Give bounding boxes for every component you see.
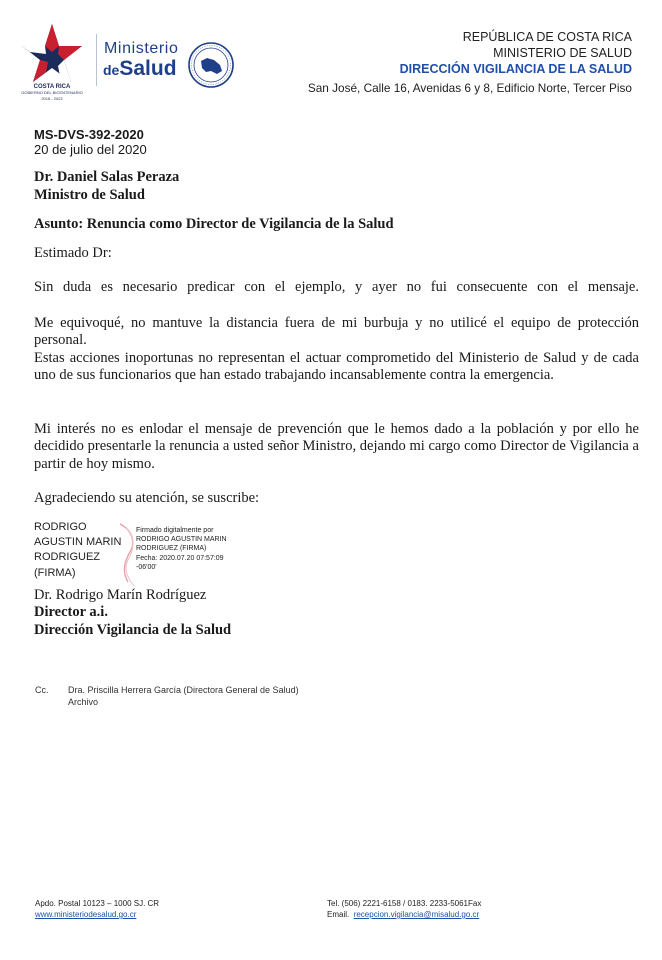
digital-signature-details <box>136 526 266 572</box>
signature-name-line: (FIRMA) <box>34 566 76 579</box>
logo-divider <box>96 34 97 86</box>
header-address: San José, Calle 16, Avenidas 6 y 8, Edificio Norte, Tercer Piso <box>307 81 632 95</box>
ministry-logo-line1: Ministerio <box>104 40 179 57</box>
header-ministry: MINISTERIO DE SALUD <box>493 46 632 60</box>
paragraph-3: Estas acciones inoportunas no representan el actuar comprometido del Ministerio de Salud y de cada uno de sus funcionarios que han estado trabajando incansablemente contra la emergencia. <box>34 350 639 384</box>
logo-caption-government: GOBIERNO DEL BICENTENARIO <box>21 90 83 95</box>
logo-caption-country: COSTA RICA <box>33 84 71 90</box>
footer-email-label: Email. <box>327 910 350 919</box>
signer-title: Director a.i. <box>34 604 108 620</box>
paragraph-1: Sin duda es necesario predicar con el ejemplo, y ayer no fui consecuente con el mensaje. <box>34 279 639 295</box>
signature-detail-line: RODRIGUEZ (FIRMA) <box>136 545 207 553</box>
cc-recipient: Dra. Priscilla Herrera García (Directora General de Salud) <box>68 685 299 695</box>
signer-department: Dirección Vigilancia de la Salud <box>34 622 232 638</box>
signature-detail-line: Fecha: 2020.07.20 07:57:09 <box>136 554 224 562</box>
footer-website-link[interactable]: www.ministeriodesalud.go.cr <box>35 910 137 919</box>
recipient-name: Dr. Daniel Salas Peraza <box>34 169 180 185</box>
recipient-title: Ministro de Salud <box>34 187 145 203</box>
signature-name-line: AGUSTIN MARIN <box>34 536 122 549</box>
footer-postal: Apdo. Postal 10123 – 1000 SJ. CR <box>35 899 160 908</box>
header-department: DIRECCIÓN VIGILANCIA DE LA SALUD <box>399 62 632 76</box>
signer-name: Dr. Rodrigo Marín Rodríguez <box>34 587 207 603</box>
footer-email <box>327 910 479 919</box>
paragraph-2: Me equivoqué, no mantuve la distancia fuera de mi burbuja y no utilicé el equipo de protección personal. <box>34 315 639 349</box>
letter-subject: Asunto: Renuncia como Director de Vigilancia de la Salud <box>34 216 394 232</box>
signature-detail-line: Firmado digitalmente por <box>136 527 214 534</box>
reference-number: MS-DVS-392-2020 <box>34 127 144 142</box>
greeting: Estimado Dr: <box>34 245 112 261</box>
header-country: REPÚBLICA DE COSTA RICA <box>462 30 632 44</box>
ministry-logo-salud: Salud <box>119 57 177 80</box>
costa-rica-logo-caption <box>12 84 92 102</box>
cc-archive: Archivo <box>68 697 99 707</box>
closing-line: Agradeciendo su atención, se suscribe: <box>34 490 260 506</box>
footer-phone: Tel. (506) 2221-6158 / 0183. 2233-5061Fax <box>327 899 482 908</box>
ministry-seal-icon <box>187 41 235 89</box>
ministry-logo-line2 <box>103 57 177 81</box>
cc-label: Cc. <box>35 685 49 695</box>
signature-detail-line: RODRIGO AGUSTIN MARIN <box>136 536 227 544</box>
signature-name-line: RODRIGO <box>34 521 87 533</box>
footer-email-link[interactable]: recepcion.vigilancia@misalud.go.cr <box>353 910 480 919</box>
ministry-logo-de: de <box>103 62 120 78</box>
logo-caption-years: 2018 - 2022 <box>41 96 63 101</box>
signature-detail-line: -06'00' <box>136 563 157 571</box>
letter-date: 20 de julio del 2020 <box>34 142 147 157</box>
paragraph-4: Mi interés no es enlodar el mensaje de prevención que le hemos dado a la población y por ello he decidido presentarle la renuncia a usted señor Ministro, dejando mi cargo como Director de Vigilancia a partir de hoy mismo. <box>34 421 639 472</box>
signature-name-line: RODRIGUEZ <box>34 551 100 564</box>
